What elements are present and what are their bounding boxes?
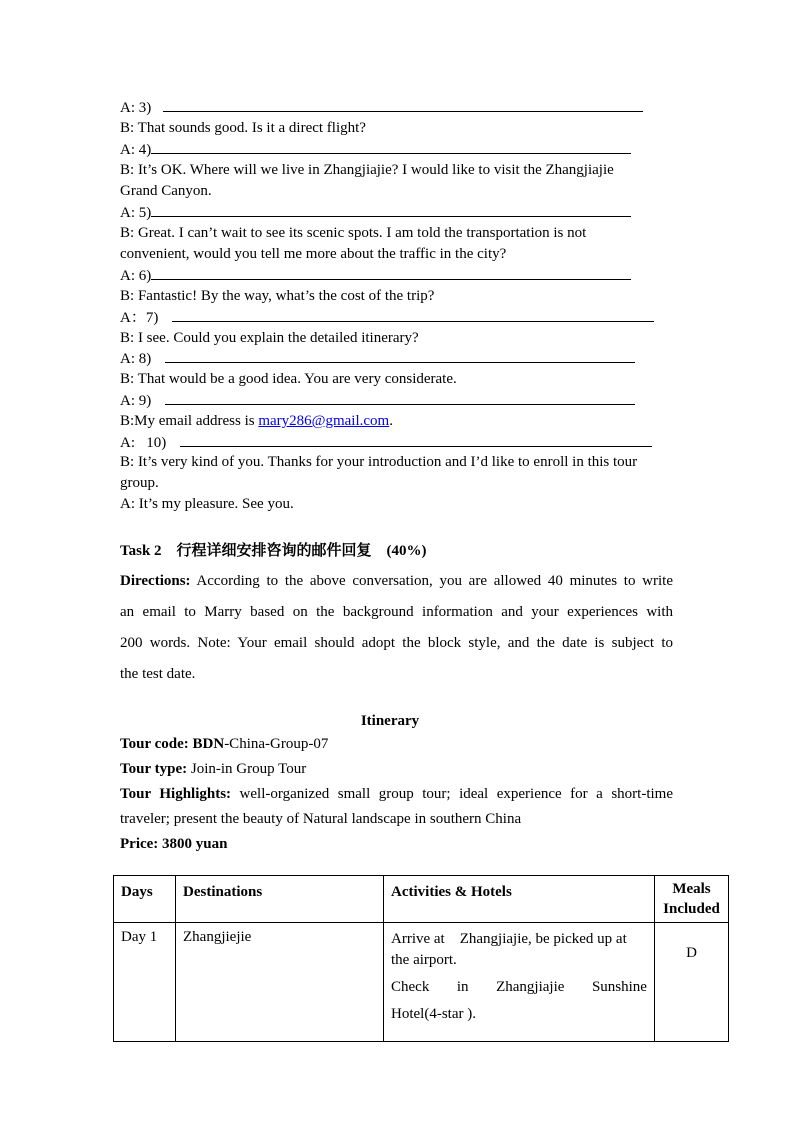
header-meals-line: Included	[663, 901, 720, 917]
answer-blank-5[interactable]	[151, 202, 631, 217]
dialogue-text: Great. I can’t wait to see its scenic spots. I am told the transportation is not	[137, 225, 587, 241]
directions-label: Directions:	[120, 573, 191, 589]
email-link[interactable]: mary286@gmail.com	[258, 413, 390, 429]
directions-text: According to the above conversation, you are allowed 40 minutes to write	[190, 573, 673, 589]
speaker-label: A: 4)	[120, 142, 152, 158]
dialogue-line-8	[120, 348, 635, 369]
speaker-label: A：7)	[120, 310, 159, 326]
dialogue-text: That would be a good idea. You are very considerate.	[137, 371, 457, 387]
tour-type	[120, 759, 306, 779]
speaker-label: B:	[120, 162, 135, 178]
cell-destination: Zhangjiejie	[176, 923, 384, 1042]
tour-code	[120, 734, 328, 754]
answer-blank-10[interactable]	[180, 432, 652, 447]
dialogue-text: .	[389, 413, 393, 429]
tour-highlights-line-2: traveler; present the beauty of Natural landscape in southern China	[120, 811, 522, 827]
dialogue-line	[120, 223, 586, 243]
highlights-text: well-organized small group tour; ideal experience for a short-time	[231, 786, 673, 802]
dialogue-text: convenient, would you tell me more about the traffic in the city?	[120, 246, 507, 262]
dialogue-line	[120, 494, 294, 514]
itinerary-table	[113, 875, 729, 1042]
speaker-label: A: 8)	[120, 351, 152, 367]
activity-line: the airport.	[391, 952, 457, 968]
tour-code-value: -China-Group-07	[224, 736, 329, 752]
tour-code-label: Tour code: BDN	[120, 736, 225, 752]
answer-blank-3[interactable]	[163, 97, 643, 112]
directions-line-1	[120, 571, 673, 591]
speaker-label: B:My email address is	[120, 413, 255, 429]
cell-day: Day 1	[114, 923, 176, 1042]
activity-word: in	[456, 979, 469, 995]
speaker-label: A: 10)	[120, 435, 167, 451]
dialogue-line	[120, 181, 212, 201]
dialogue-line	[120, 244, 506, 264]
dialogue-text: It’s very kind of you. Thanks for your introduction and I’d like to enroll in this tour	[137, 454, 638, 470]
header-meals	[655, 876, 729, 923]
speaker-label: B:	[120, 288, 135, 304]
speaker-label: B:	[120, 225, 135, 241]
table-row	[114, 923, 729, 1042]
activity-word: Check	[391, 979, 430, 995]
speaker-label: A: 6)	[120, 268, 152, 284]
answer-blank-4[interactable]	[151, 139, 631, 154]
tour-highlights-line-1	[120, 784, 673, 804]
dialogue-text: That sounds good. Is it a direct flight?	[137, 120, 366, 136]
itinerary-heading: Itinerary	[360, 713, 420, 729]
speaker-label: B:	[120, 371, 135, 387]
dialogue-line	[120, 411, 393, 431]
highlights-label: Tour Highlights:	[120, 786, 232, 802]
speaker-label: B:	[120, 330, 135, 346]
tour-type-label: Tour type:	[120, 761, 188, 777]
dialogue-line	[120, 286, 434, 306]
speaker-label: A:	[120, 496, 135, 512]
activity-line	[391, 977, 647, 998]
dialogue-text: It’s my pleasure. See you.	[138, 496, 294, 512]
speaker-label: A: 9)	[120, 393, 152, 409]
directions-line-4: the test date.	[120, 666, 196, 682]
task2-title: Task 2 行程详细安排咨询的邮件回复 (40%)	[120, 543, 427, 559]
header-destinations: Destinations	[176, 876, 384, 923]
answer-blank-9[interactable]	[165, 390, 635, 405]
dialogue-line	[120, 118, 366, 138]
dialogue-text: group.	[120, 475, 159, 491]
cell-meals: D	[655, 923, 729, 1042]
dialogue-line-10	[120, 432, 652, 453]
header-days: Days	[114, 876, 176, 923]
dialogue-line	[120, 473, 159, 493]
cell-activities	[384, 923, 655, 1042]
table-header-row	[114, 876, 729, 923]
directions-line-2: an email to Marry based on the background information and your experiences with	[120, 604, 673, 620]
dialogue-line	[120, 328, 419, 348]
dialogue-text: Fantastic! By the way, what’s the cost of the trip?	[137, 288, 435, 304]
dialogue-line	[120, 369, 457, 389]
tour-price: Price: 3800 yuan	[120, 836, 228, 852]
directions-line-3: 200 words. Note: Your email should adopt the block style, and the date is subject to	[120, 635, 673, 651]
dialogue-line-5	[120, 202, 631, 223]
header-activities: Activities & Hotels	[384, 876, 655, 923]
activity-line: Hotel(4-star ).	[391, 1006, 476, 1022]
dialogue-line	[120, 452, 637, 472]
answer-blank-6[interactable]	[151, 265, 631, 280]
dialogue-line-6	[120, 265, 631, 286]
dialogue-line	[120, 160, 614, 180]
header-meals-line: Meals	[672, 881, 711, 897]
dialogue-text: Grand Canyon.	[120, 183, 212, 199]
dialogue-line-9	[120, 390, 635, 411]
dialogue-line-7	[120, 307, 654, 328]
speaker-label: B:	[120, 120, 135, 136]
activity-word: Zhangjiajie	[496, 979, 565, 995]
activity-word: Sunshine	[591, 979, 647, 995]
dialogue-text: I see. Could you explain the detailed itinerary?	[137, 330, 419, 346]
dialogue-line-4	[120, 139, 631, 160]
activity-line: Arrive at Zhangjiajie, be picked up at	[391, 931, 627, 947]
answer-blank-8[interactable]	[165, 348, 635, 363]
speaker-label: A: 3)	[120, 100, 152, 116]
answer-blank-7[interactable]	[172, 307, 654, 322]
speaker-label: B:	[120, 454, 135, 470]
speaker-label: A: 5)	[120, 205, 152, 221]
dialogue-line-3	[120, 97, 643, 118]
tour-type-value: Join-in Group Tour	[187, 761, 307, 777]
dialogue-text: It’s OK. Where will we live in Zhangjiajie? I would like to visit the Zhangjiajie	[137, 162, 614, 178]
